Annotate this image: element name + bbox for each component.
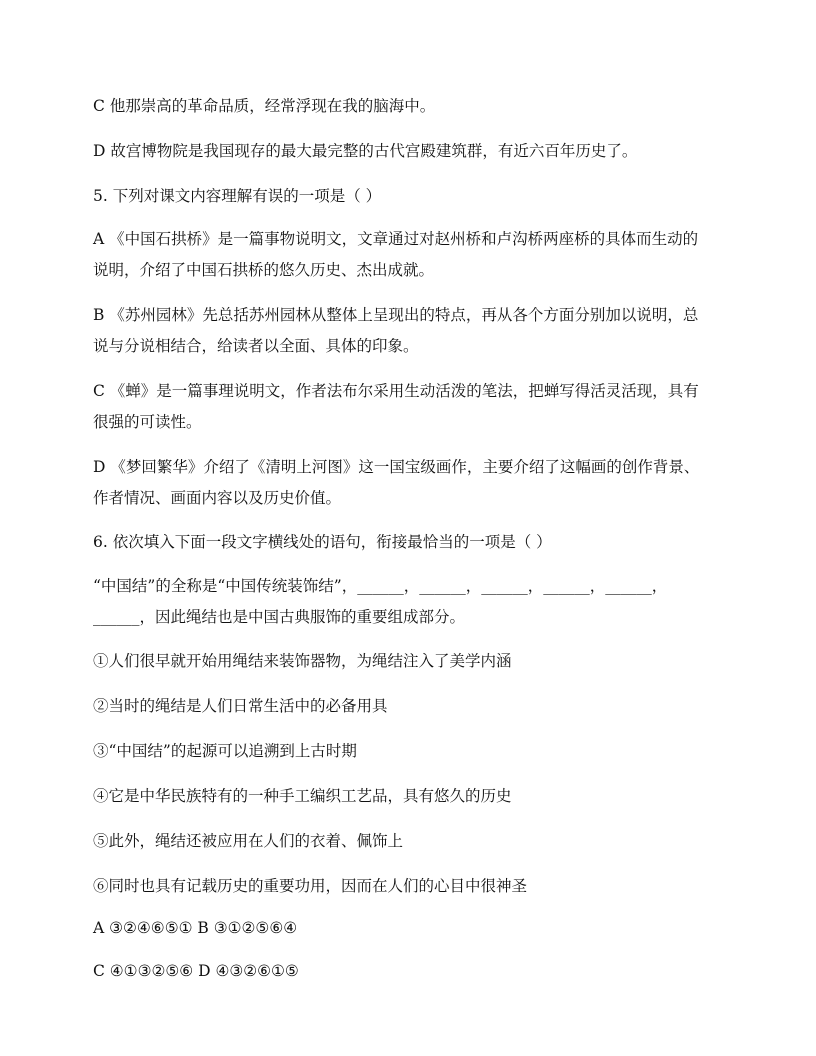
option-b-q5-line2: 说与分说相结合，给读者以全面、具体的印象。 (93, 337, 419, 355)
q6-sentence-4: ④它是中华民族特有的一种手工编织工艺品，具有悠久的历史 (93, 787, 512, 805)
q6-sentence-5: ⑤此外，绳结还被应用在人们的衣着、佩饰上 (93, 832, 404, 850)
option-c-q4: C 他那崇高的革命品质，经常浮现在我的脑海中。 (93, 97, 436, 115)
option-d-q5-line1: D 《梦回繁华》介绍了《清明上河图》这一国宝级画作，主要介绍了这幅画的创作背景、 (93, 458, 700, 476)
q6-sentence-2: ②当时的绳结是人们日常生活中的必备用具 (93, 697, 388, 715)
q6-sentence-3: ③“中国结”的起源可以追溯到上古时期 (93, 742, 357, 760)
q6-passage-line1: “中国结”的全称是“中国传统装饰结”，______，______，______，______，______， (93, 577, 668, 595)
option-b-q5-line1: B 《苏州园林》先总括苏州园林从整体上呈现出的特点，再从各个方面分别加以说明，总 (93, 306, 699, 324)
q6-options-a-b: A ③②④⑥⑤① B ③①②⑤⑥④ (93, 919, 298, 937)
option-d-q4: D 故宫博物院是我国现存的最大最完整的古代宫殿建筑群，有近六百年历史了。 (93, 142, 638, 160)
q6-passage-line2: ______，因此绳结也是中国古典服饰的重要组成部分。 (93, 608, 466, 626)
option-a-q5-line2: 说明，介绍了中国石拱桥的悠久历史、杰出成就。 (93, 261, 435, 279)
q6-sentence-1: ①人们很早就开始用绳结来装饰器物，为绳结注入了美学内涵 (93, 652, 512, 670)
option-c-q5-line2: 很强的可读性。 (93, 413, 202, 431)
q6-sentence-6: ⑥同时也具有记载历史的重要功用，因而在人们的心目中很神圣 (93, 877, 528, 895)
option-c-q5-line1: C 《蝉》是一篇事理说明文，作者法布尔采用生动活泼的笔法，把蝉写得活灵活现，具有 (93, 382, 699, 400)
option-a-q5-line1: A 《中国石拱桥》是一篇事物说明文，文章通过对赵州桥和卢沟桥两座桥的具体而生动的 (93, 230, 699, 248)
question-5-stem: 5. 下列对课文内容理解有误的一项是（ ） (93, 187, 382, 205)
q6-options-c-d: C ④①③②⑤⑥ D ④③②⑥①⑤ (93, 962, 299, 980)
question-6-stem: 6. 依次填入下面一段文字横线处的语句，衔接最恰当的一项是（ ） (93, 533, 552, 551)
option-d-q5-line2: 作者情况、画面内容以及历史价值。 (93, 489, 342, 507)
